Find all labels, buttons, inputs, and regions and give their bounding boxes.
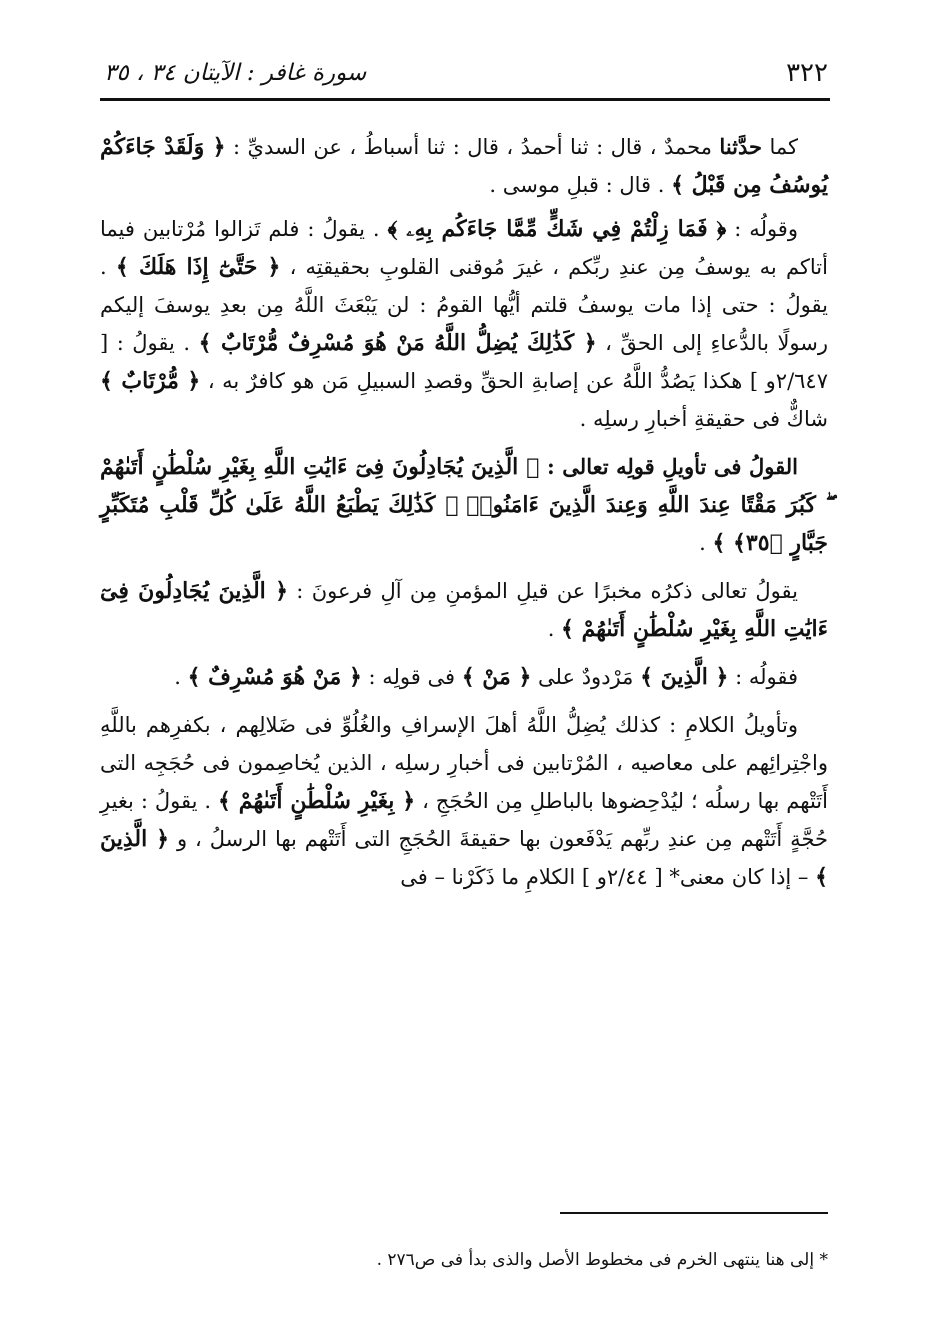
paragraph	[100, 128, 828, 204]
paragraph	[100, 210, 828, 438]
quran-quote: ﴿ مُّرْتَابٌ ﴾	[100, 368, 201, 394]
text-segment: شاكٌّ فى حقيقةِ أخبارِ رسلِه .	[579, 407, 828, 431]
quran-quote: ﴿ الَّذِينَ يُجَادِلُونَ فِىٓ ءَايَٰتِ اللَّهِ بِغَيْرِ سُلْطَٰنٍ أَتَىٰهُمْ ۖ كَبُرَ مَقْتًا عِندَ اللَّهِ وَعِندَ الَّذِينَ ءَامَنُوا۟ ۚ كَذَٰلِكَ يَطْبَعُ اللَّهُ عَلَىٰ كُلِّ قَلْبِ مُتَكَبِّرٍ جَبَّارٍ ﴿٣٥﴾ ﴾	[100, 454, 828, 556]
text-segment: وتأويلُ الكلامِ : كذلك يُضِلُّ اللَّهُ أهلَ الإسرافِ والغُلُوِّ فى ضَلالِهم ، بكفرِهم باللَّهِ واجْتِرائِهم على معاصيه ، المُرْتابين فى أخبارِ رسلِه ، الذين يُخاصِمون فى حُجَجِه التى أَتَتْهم بها رسلُه ؛ ليُدْحِضوها بالباطلِ مِن الحُجَجِ ،	[100, 713, 828, 813]
text-segment: . يقولُ : فلم تَزالوا مُرْتابين فيما أتاكم به يوسفُ مِن عندِ ربِّكم ، غيرَ مُوقنى القلوبِ بحقيقتِه ،	[100, 217, 828, 279]
quran-quote: ﴿ مَنْ ﴾	[461, 664, 532, 690]
text-segment: مَرْدودٌ على	[531, 665, 641, 689]
body-text	[100, 128, 828, 902]
quran-quote: ﴿ مَنْ هُوَ مُسْرِفٌ ﴾	[187, 664, 362, 690]
text-segment: – إذا كان معنى* [ ٢/٤٤و ] الكلامِ ما ذَكَرْنا – فى	[400, 865, 816, 889]
paragraph	[100, 706, 828, 896]
footnote-rule	[560, 1212, 828, 1214]
quran-quote: ﴿ الَّذِينَ ﴾	[100, 826, 828, 890]
quran-quote: ﴿ وَلَقَدْ جَاءَكُمْ يُوسُفُ مِن قَبْلُ ﴾	[100, 134, 828, 198]
running-title: سورة غافر : الآيتان ٣٤ ، ٣٥	[104, 60, 367, 86]
text-segment: فى قولِه :	[361, 665, 462, 689]
text-segment: .	[699, 531, 713, 555]
header-rule	[100, 98, 830, 101]
text-segment: . يقولُ : حتى إذا مات يوسفُ قلتم أيُّها القومُ : لن يَبْعَثَ اللَّهُ مِن بعدِ يوسفَ إليكم رسولًا بالدُّعاءِ إلى الحقِّ ،	[100, 255, 829, 355]
text-segment: محمدٌ ، قال : ثنا أحمدُ ، قال : ثنا أسباطُ ، عن السديِّ :	[225, 135, 720, 159]
page-number: ٣٢٢	[786, 58, 828, 88]
bold-text: القولُ فى تأويلِ قولِه تعالى :	[539, 454, 799, 479]
paragraph	[100, 658, 828, 696]
text-segment: .	[174, 665, 188, 689]
text-segment: .	[547, 617, 562, 641]
quran-quote: ﴿ الَّذِينَ يُجَادِلُونَ فِىٓ ءَايَٰتِ اللَّهِ بِغَيْرِ سُلْطَٰنٍ أَتَىٰهُمْ ﴾	[100, 578, 828, 642]
text-segment: فقولُه :	[728, 665, 798, 689]
page-header	[104, 52, 828, 94]
text-segment: وقولُه :	[726, 217, 798, 241]
text-segment: يقولُ تعالى ذكرُه مخبرًا عن قيلِ المؤمنِ مِن آلِ فرعونَ :	[287, 579, 798, 603]
quran-quote: ﴿ فَمَا زِلْتُمْ فِي شَكٍّ مِّمَّا جَاءَكُم بِهِۦ ﴾	[387, 216, 727, 242]
bold-text: حدَّثنا	[719, 134, 763, 159]
text-segment: . قال : قبلِ موسى .	[489, 173, 672, 197]
paragraph	[100, 448, 828, 562]
quran-quote: ﴿ كَذَٰلِكَ يُضِلُّ اللَّهُ مَنْ هُوَ مُسْرِفٌ مُّرْتَابٌ ﴾	[198, 330, 597, 356]
text-segment: كما	[762, 135, 799, 159]
quran-quote: ﴿ الَّذِينَ ﴾	[640, 664, 729, 690]
text-segment: . يقولُ : بغيرِ حُجَّةٍ أَتَتْهم مِن عندِ ربِّهم يَدْفَعون بها حقيقةَ الحُجَجِ التى أَتَتْهم بها الرسلُ ، و	[100, 789, 828, 851]
paragraph	[100, 572, 828, 648]
quran-quote: ﴿ حَتَّىٰٓ إِذَا هَلَكَ ﴾	[115, 254, 281, 280]
text-segment: . يقولُ : [ ٢/٦٤٧و ] هكذا يَصُدُّ اللَّهُ عن إصابةِ الحقِّ وقصدِ السبيلِ مَن هو كافرٌ به ،	[100, 331, 828, 393]
quran-quote: ﴿ بِغَيْرِ سُلْطَٰنٍ أَتَىٰهُمْ ﴾	[217, 788, 416, 814]
footnote: * إلى هنا ينتهى الخرم فى مخطوط الأصل والذى بدأ فى ص٢٧٦ .	[376, 1250, 828, 1270]
